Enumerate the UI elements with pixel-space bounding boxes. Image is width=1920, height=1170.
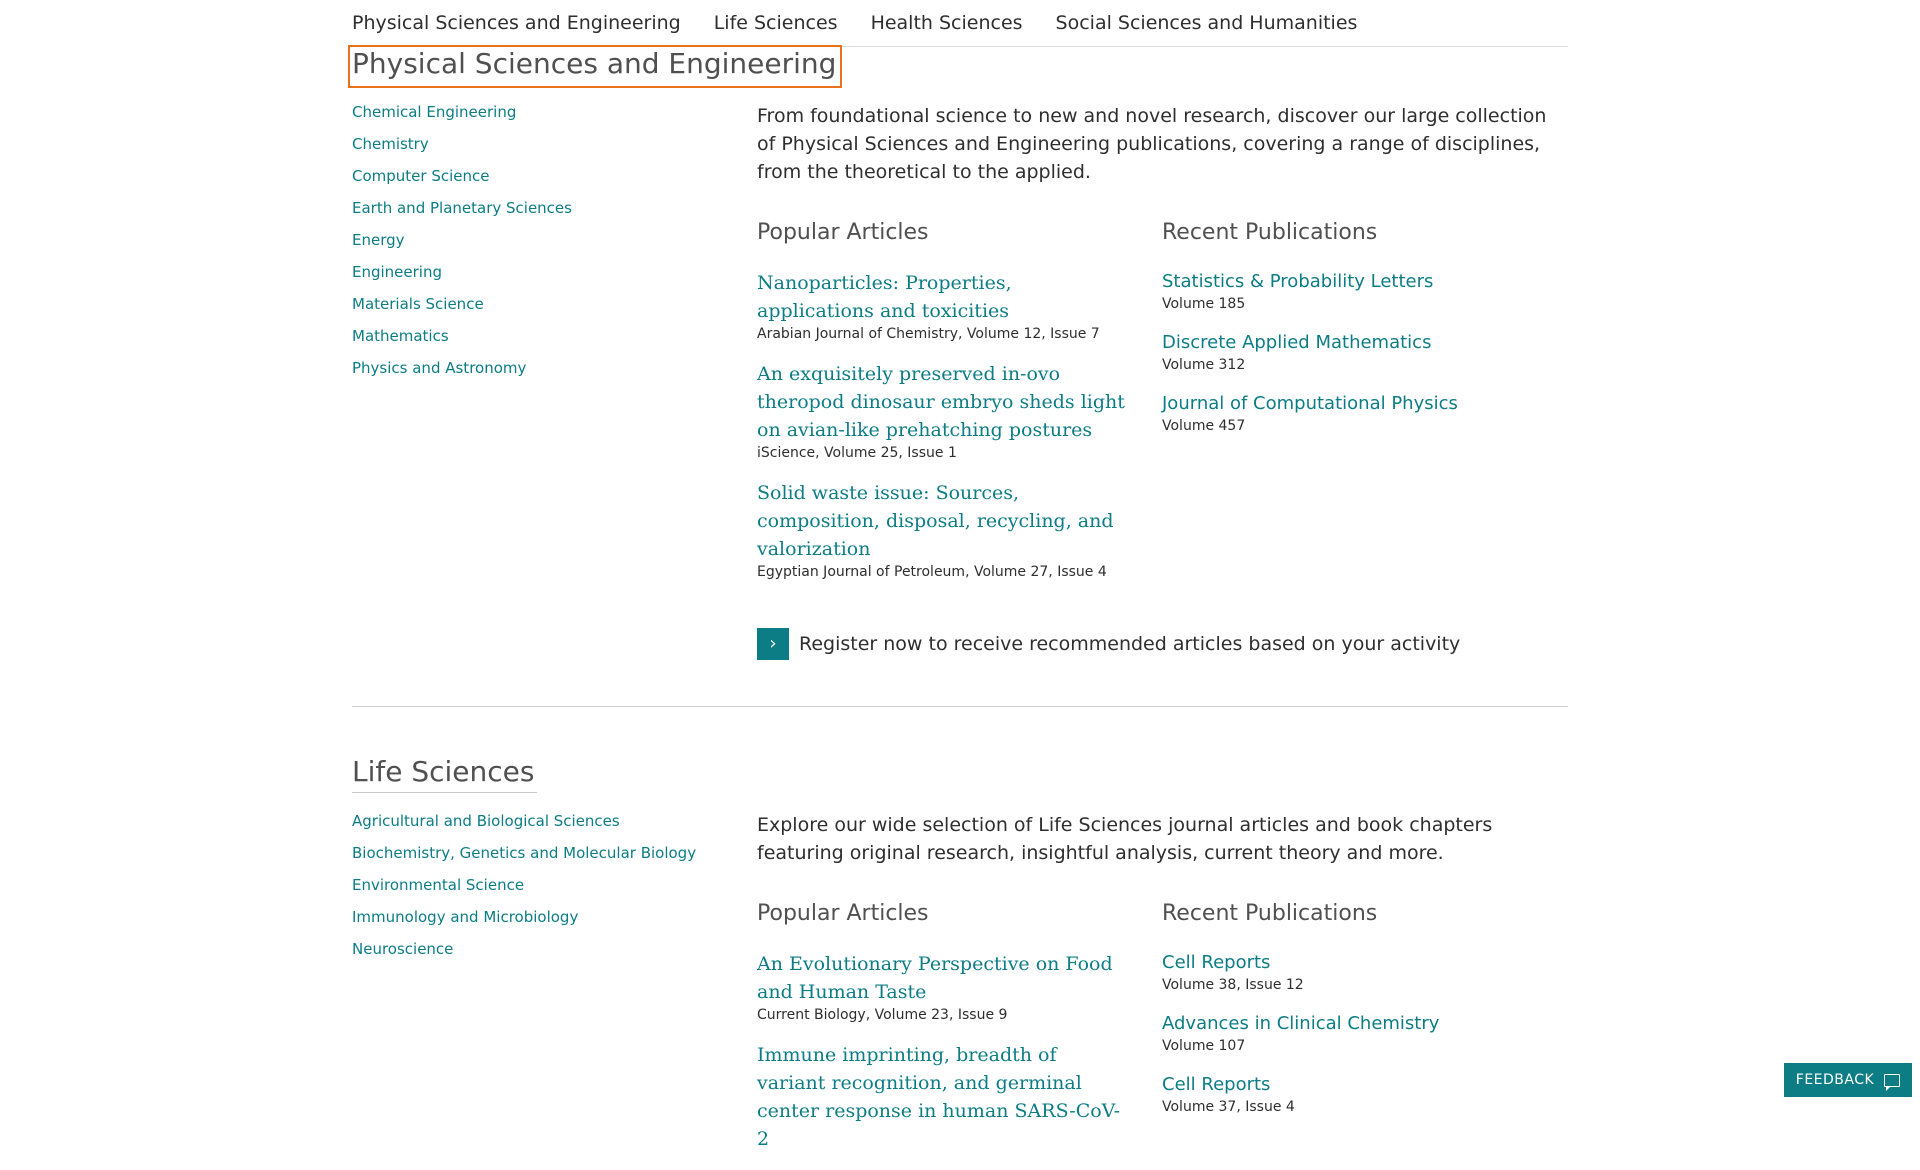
recent-publication <box>1162 1011 1568 1055</box>
recent-publication <box>1162 269 1568 313</box>
list-item <box>352 230 757 262</box>
publication-volume: Volume 312 <box>1162 356 1246 373</box>
list-item <box>352 907 757 939</box>
publication-link[interactable]: Journal of Computational Physics <box>1162 392 1458 414</box>
nav-social-sciences[interactable]: Social Sciences and Humanities <box>1055 12 1358 34</box>
nav-physical-sciences[interactable]: Physical Sciences and Engineering <box>352 12 681 34</box>
article-link[interactable]: An Evolutionary Perspective on Food and Human Taste <box>757 952 1113 1003</box>
article-meta: Arabian Journal of Chemistry, Volume 12, Issue 7 <box>757 325 1100 342</box>
publication-volume: Volume 37, Issue 4 <box>1162 1098 1295 1115</box>
recent-publications-heading: Recent Publications <box>1162 219 1378 245</box>
section-title: Life Sciences <box>352 757 537 793</box>
article-meta: iScience, Volume 25, Issue 1 <box>757 444 957 461</box>
list-item <box>352 875 757 907</box>
list-item <box>352 262 757 294</box>
subject-link[interactable]: Chemistry <box>352 134 429 153</box>
list-item <box>352 294 757 326</box>
speech-bubble-icon <box>1884 1074 1900 1087</box>
popular-article <box>757 360 1162 462</box>
recent-publication <box>1162 330 1568 374</box>
subject-link[interactable]: Mathematics <box>352 326 449 345</box>
publication-volume: Volume 185 <box>1162 295 1246 312</box>
nav-life-sciences[interactable]: Life Sciences <box>713 12 838 34</box>
popular-articles-heading: Popular Articles <box>757 900 929 926</box>
list-item <box>352 166 757 198</box>
publication-volume: Volume 107 <box>1162 1037 1246 1054</box>
recent-publication <box>1162 391 1568 435</box>
publication-link[interactable]: Advances in Clinical Chemistry <box>1162 1012 1440 1034</box>
list-item <box>352 939 757 971</box>
list-item <box>352 134 757 166</box>
section-intro: Explore our wide selection of Life Sciences journal articles and book chapters featuring original research, insightful analysis, current theory and more. <box>757 813 1493 864</box>
life-sciences-section <box>352 754 1568 1170</box>
list-item <box>352 102 757 134</box>
publication-link[interactable]: Discrete Applied Mathematics <box>1162 331 1432 353</box>
register-link[interactable]: Register now to receive recommended articles based on your activity <box>799 632 1461 655</box>
subject-link[interactable]: Engineering <box>352 262 442 281</box>
physical-sciences-section <box>352 49 1568 707</box>
subject-link[interactable]: Computer Science <box>352 166 490 185</box>
popular-articles-heading: Popular Articles <box>757 219 929 245</box>
list-item <box>352 843 757 875</box>
discipline-nav <box>352 0 1568 47</box>
publication-link[interactable]: Cell Reports <box>1162 951 1271 973</box>
recent-publication <box>1162 950 1568 994</box>
list-item <box>352 326 757 358</box>
section-intro: From foundational science to new and novel research, discover our large collection of Physical Sciences and Engineering publications, covering a range of disciplines, from the theoretical to the applied. <box>757 104 1547 183</box>
article-link[interactable]: Nanoparticles: Properties, applications and toxicities <box>757 271 1012 322</box>
section-title: Physical Sciences and Engineering <box>352 49 838 84</box>
subject-link[interactable]: Biochemistry, Genetics and Molecular Biology <box>352 843 697 862</box>
subject-link[interactable]: Energy <box>352 230 405 249</box>
subject-list <box>352 102 757 390</box>
nav-health-sciences[interactable]: Health Sciences <box>870 12 1023 34</box>
recent-publication <box>1162 1072 1568 1116</box>
section-divider <box>352 706 1568 707</box>
article-link[interactable]: Immune imprinting, breadth of variant recognition, and germinal center response in human SARS-CoV-2 <box>757 1043 1121 1150</box>
publication-link[interactable]: Statistics & Probability Letters <box>1162 270 1434 292</box>
list-item <box>352 811 757 843</box>
subject-link[interactable]: Chemical Engineering <box>352 102 517 121</box>
subject-link[interactable]: Environmental Science <box>352 875 525 894</box>
publication-link[interactable]: Cell Reports <box>1162 1073 1271 1095</box>
publication-volume: Volume 457 <box>1162 417 1246 434</box>
list-item <box>352 358 757 390</box>
feedback-button[interactable] <box>1784 1063 1912 1097</box>
chevron-right-icon[interactable]: › <box>757 628 789 660</box>
article-link[interactable]: An exquisitely preserved in-ovo theropod dinosaur embryo sheds light on avian-like prehatching postures <box>757 362 1125 441</box>
publication-volume: Volume 38, Issue 12 <box>1162 976 1304 993</box>
feedback-label: FEEDBACK <box>1795 1072 1875 1088</box>
list-item <box>352 198 757 230</box>
subject-link[interactable]: Earth and Planetary Sciences <box>352 198 572 217</box>
register-prompt <box>757 628 1568 660</box>
subject-link[interactable]: Physics and Astronomy <box>352 358 527 377</box>
article-link[interactable]: Solid waste issue: Sources, composition, disposal, recycling, and valorization <box>757 481 1114 560</box>
subject-link[interactable]: Materials Science <box>352 294 484 313</box>
subject-link[interactable]: Neuroscience <box>352 939 454 958</box>
recent-publications-heading: Recent Publications <box>1162 900 1378 926</box>
subject-list <box>352 811 757 971</box>
article-meta: Current Biology, Volume 23, Issue 9 <box>757 1006 1008 1023</box>
popular-article <box>757 950 1162 1024</box>
popular-article <box>757 479 1162 581</box>
subject-link[interactable]: Agricultural and Biological Sciences <box>352 811 620 830</box>
subject-link[interactable]: Immunology and Microbiology <box>352 907 579 926</box>
popular-article <box>757 269 1162 343</box>
article-meta: Egyptian Journal of Petroleum, Volume 27, Issue 4 <box>757 563 1107 580</box>
